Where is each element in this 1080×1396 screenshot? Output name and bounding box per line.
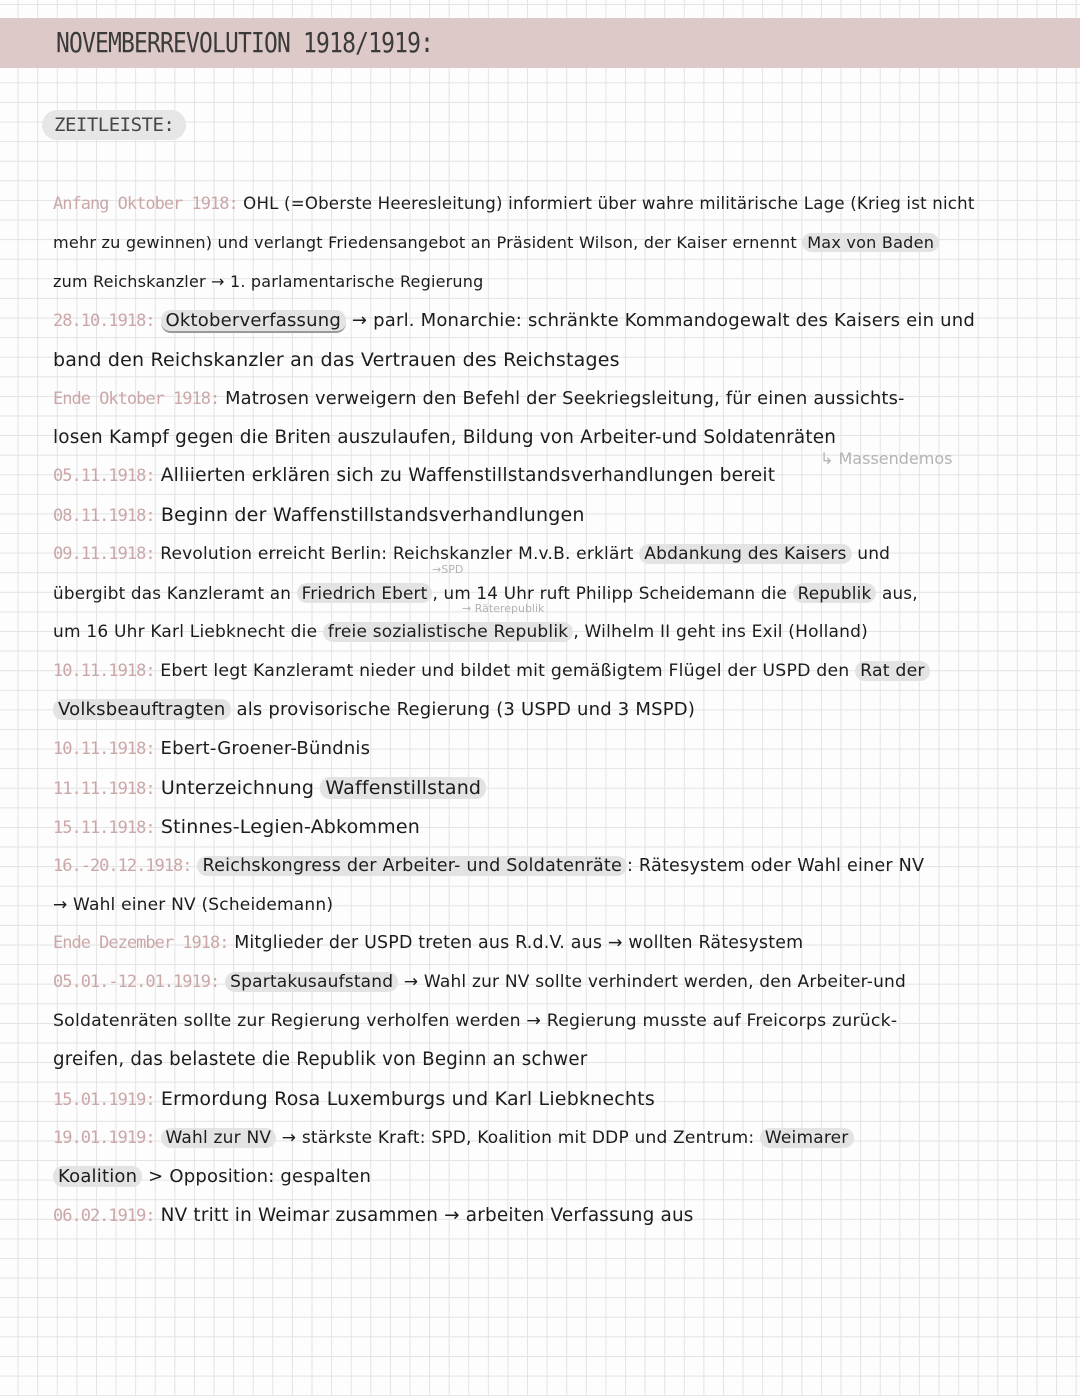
- entry-text: , Wilhelm II geht ins Exil (Holland): [573, 622, 868, 642]
- highlight-term: Republik: [793, 583, 877, 603]
- entry-text: , um 14 Uhr ruft Philipp Scheidemann die: [432, 583, 793, 603]
- entry-date: 16.-20.12.1918:: [53, 856, 192, 876]
- timeline-entry-line: [53, 971, 906, 993]
- entry-date: 10.11.1918:: [53, 661, 155, 681]
- entry-date: 28.10.1918:: [53, 311, 155, 331]
- highlight-term: Weimarer: [760, 1128, 854, 1148]
- entry-date: 08.11.1918:: [53, 506, 155, 526]
- timeline-entry-line: [53, 232, 939, 254]
- entry-text: → Wahl zur NV sollte verhindert werden, den Arbeiter-und: [398, 972, 907, 992]
- entry-date: 06.02.1919:: [53, 1206, 155, 1226]
- highlight-term: Abdankung des Kaisers: [639, 544, 851, 564]
- entry-date: 15.11.1918:: [53, 818, 155, 838]
- timeline-entry-line: [53, 427, 836, 449]
- timeline-entry-line: [53, 932, 803, 954]
- entry-date: 10.11.1918:: [53, 739, 155, 759]
- timeline-entry-line: [53, 894, 333, 916]
- entry-text: um 16 Uhr Karl Liebknecht die: [53, 622, 323, 642]
- entry-text: Ebert legt Kanzleramt nieder und bildet mit gemäßigtem Flügel der USPD den: [154, 661, 856, 681]
- entry-text: NV tritt in Weimar zusammen → arbeiten Verfassung aus: [154, 1205, 694, 1226]
- entry-text: Stinnes-Legien-Abkommen: [154, 816, 420, 838]
- entry-text: Soldatenräten sollte zur Regierung verholfen werden → Regierung musste auf Freicorps zurück-: [53, 1011, 898, 1031]
- timeline-entry-line: [53, 1010, 897, 1032]
- entry-text: Ermordung Rosa Luxemburgs und Karl Liebknechts: [154, 1088, 655, 1110]
- timeline-entry-line: [53, 660, 930, 682]
- timeline-entry-line: [53, 738, 370, 760]
- entry-date: Anfang Oktober 1918:: [53, 194, 238, 214]
- timeline-entry-line: [53, 855, 924, 877]
- annotation: ↳ Massendemos: [820, 449, 953, 468]
- entry-date: 19.01.1919:: [53, 1128, 155, 1148]
- highlight-term: Oktoberverfassung: [161, 310, 346, 333]
- entry-date: 09.11.1918:: [53, 544, 155, 564]
- timeline-entry-line: [53, 465, 775, 487]
- timeline-entry-line: [53, 349, 620, 372]
- highlight-term: Volksbeauftragten: [53, 699, 231, 720]
- entry-text: Beginn der Waffenstillstandsverhandlungen: [154, 504, 585, 526]
- timeline-entry-line: [53, 1127, 854, 1149]
- highlight-term: Rat der: [855, 661, 930, 681]
- highlight-term: Friedrich Ebert: [297, 583, 433, 603]
- entry-text: → stärkste Kraft: SPD, Koalition mit DDP und Zentrum:: [276, 1128, 760, 1148]
- entry-date: Ende Dezember 1918:: [53, 933, 229, 953]
- entry-text: übergibt das Kanzleramt an: [53, 583, 297, 603]
- entry-text: Unterzeichnung: [154, 777, 321, 799]
- entry-text: Alliierten erklären sich zu Waffenstillstandsverhandlungen bereit: [154, 465, 776, 486]
- timeline-entry-line: [53, 777, 486, 800]
- timeline-entry-line: [53, 193, 975, 215]
- annotation: → Räterepublik: [462, 602, 545, 615]
- entry-text: → Wahl einer NV (Scheidemann): [53, 895, 334, 915]
- entry-date: 05.11.1918:: [53, 466, 155, 486]
- entry-text: > Opposition: gespalten: [142, 1166, 372, 1187]
- entry-text: band den Reichskanzler an das Vertrauen des Reichstages: [53, 349, 620, 371]
- entry-text: losen Kampf gegen die Briten auszulaufen, Bildung von Arbeiter-und Soldatenräten: [53, 427, 837, 448]
- entry-date: 15.01.1919:: [53, 1090, 155, 1110]
- entry-text: Ebert-Groener-Bündnis: [154, 738, 371, 759]
- highlight-term: Koalition: [53, 1166, 142, 1187]
- annotation: →SPD: [432, 563, 464, 576]
- entry-text: → parl. Monarchie: schränkte Kommandogewalt des Kaisers ein und: [345, 310, 975, 331]
- entry-date: 05.01.-12.01.1919:: [53, 972, 220, 992]
- highlight-term: Reichskongress der Arbeiter- und Soldatenräte: [197, 856, 627, 876]
- entry-date: Ende Oktober 1918:: [53, 389, 220, 409]
- entry-text: und: [851, 544, 891, 564]
- timeline-entry-line: [53, 543, 890, 565]
- timeline-entry-line: [53, 1088, 655, 1111]
- timeline-entry-line: [53, 816, 420, 839]
- highlight-term: Waffenstillstand: [320, 777, 486, 799]
- entry-text: aus,: [876, 583, 918, 603]
- timeline-entry-line: [53, 699, 695, 721]
- entry-text: : Rätesystem oder Wahl einer NV: [627, 856, 925, 876]
- entry-text: OHL (=Oberste Heeresleitung) informiert über wahre militärische Lage (Krieg ist nicht: [237, 194, 975, 213]
- entry-text: Matrosen verweigern den Befehl der Seekriegsleitung, für einen aussichts-: [219, 388, 905, 409]
- timeline-entry-line: [53, 1166, 371, 1188]
- entry-text: zum Reichskanzler → 1. parlamentarische Regierung: [53, 272, 484, 291]
- highlight-term: Wahl zur NV: [161, 1128, 277, 1148]
- entry-text: mehr zu gewinnen) und verlangt Friedensangebot an Präsident Wilson, der Kaiser ernennt: [53, 233, 803, 252]
- timeline-entry-line: [53, 388, 905, 410]
- highlight-term: Spartakusaufstand: [225, 972, 398, 992]
- entry-text: als provisorische Regierung (3 USPD und 3 MSPD): [230, 699, 696, 720]
- timeline-entry-line: [53, 271, 483, 293]
- section-heading: ZEITLEISTE:: [42, 110, 186, 140]
- timeline-entry-line: [53, 621, 868, 643]
- timeline-entry-line: [53, 1205, 694, 1227]
- entry-text: Revolution erreicht Berlin: Reichskanzler M.v.B. erklärt: [154, 544, 640, 564]
- timeline-entry-line: [53, 1049, 587, 1071]
- highlight-term: freie sozialistische Republik: [323, 622, 573, 642]
- entry-date: 11.11.1918:: [53, 779, 155, 799]
- entry-text: greifen, das belastete die Republik von Beginn an schwer: [53, 1049, 588, 1070]
- timeline-entry-line: [53, 504, 585, 527]
- timeline-entry-line: [53, 310, 975, 332]
- entry-text: Mitglieder der USPD treten aus R.d.V. aus → wollten Rätesystem: [228, 933, 804, 953]
- highlight-term: Max von Baden: [802, 233, 939, 252]
- page-title: NOVEMBERREVOLUTION 1918/1919:: [56, 26, 434, 59]
